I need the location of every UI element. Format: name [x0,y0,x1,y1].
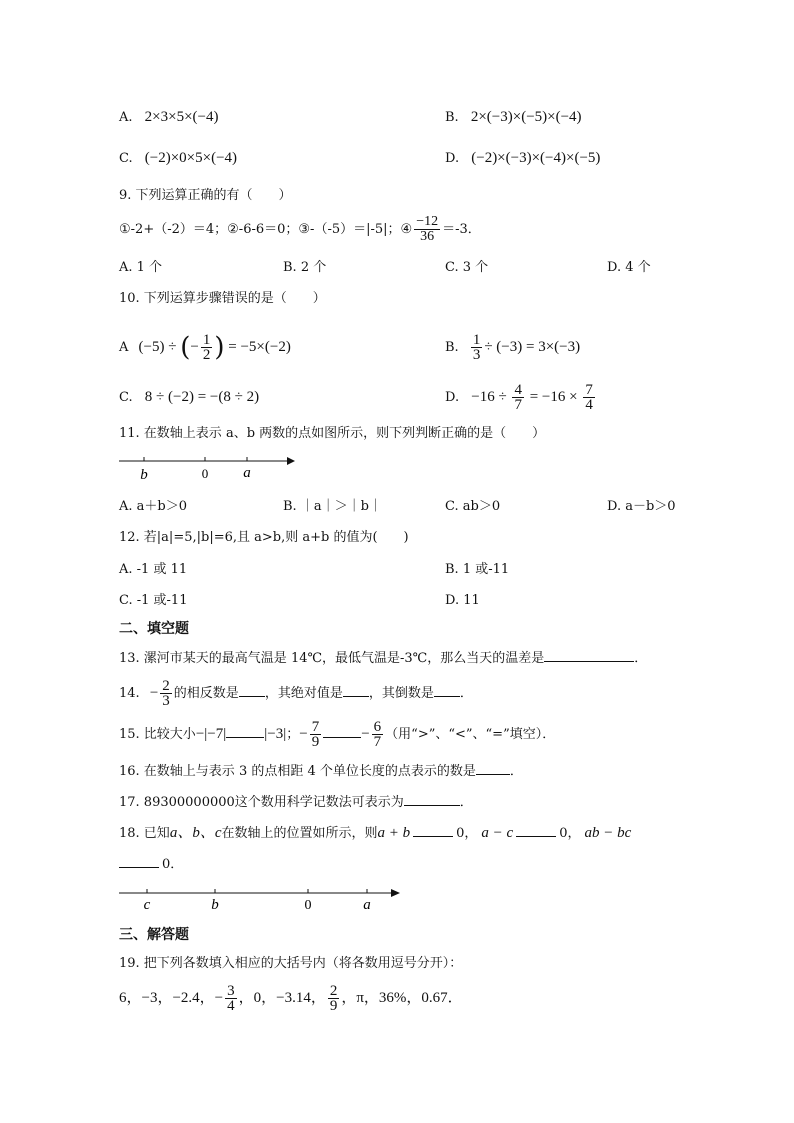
fraction [328,984,340,1013]
minus-sign: − [361,726,370,742]
q18-number-line [115,882,405,916]
fraction [310,720,322,749]
fraction-denominator: 7 [514,397,522,413]
q15 [119,714,555,755]
q19-numbers-3: ，π，36%，0.67． [341,990,463,1006]
section-heading-fill-in: 二、填空题 [119,621,189,637]
option-letter: B. [445,110,459,125]
q8-option-a[interactable] [119,108,219,127]
fraction-numerator: 4 [514,382,522,398]
label-c: c [143,897,151,913]
answer-blank[interactable] [343,684,369,697]
option-letter: A [119,340,129,355]
axis-arrow [391,889,400,897]
fraction [160,679,172,708]
minus-sign: − [299,726,308,742]
q11-option-c[interactable]: C. ab＞0 [445,499,501,514]
q9-statement-text: ①-2+（-2）＝4；②-6-6＝0；③-（-5）＝|-5|；④ [119,222,413,237]
fraction-denominator: 3 [162,693,170,709]
q10-option-b[interactable] [445,328,580,367]
q9-stem: 9. 下列运算正确的有（ ） [119,188,292,203]
fraction [225,984,237,1013]
q15-expr-1: −|−7| [195,726,227,742]
q12-option-a[interactable]: A. -1 或 11 [119,562,188,577]
fraction-numerator: 1 [202,332,211,348]
answer-blank[interactable] [516,824,556,837]
q19-stem: 19. 把下列各数填入相应的大括号内（将各数用逗号分开）： [119,956,463,971]
option-expression: ÷ (−3) = 3×(−3) [484,339,581,355]
fraction [414,215,440,244]
q11-option-b[interactable]: B. ｜a｜＞｜b｜ [283,499,382,514]
fraction [471,333,483,362]
q13 [119,649,647,668]
q18-expr-2: a − c [481,825,514,841]
option-expression: 2×3×5×(−4) [144,109,219,125]
label-b: b [140,467,148,483]
option-expression-end: = −5×(−2) [224,339,291,355]
q14-text-3: ，其倒数是 [368,686,434,701]
fraction-denominator: 36 [420,229,435,244]
answer-blank[interactable] [404,793,460,806]
option-letter: A. [119,110,133,125]
q12-option-b[interactable]: B. 1 或-11 [445,562,510,577]
q17 [119,793,473,812]
q18-pre: 18. 已知 [119,826,170,841]
q10-stem: 10. 下列运算步骤错误的是（ ） [119,291,326,306]
q10-option-c[interactable] [119,388,259,407]
q15-label: 15. 比较大小 [119,727,196,742]
option-letter: B. [445,340,459,355]
q17-end: ． [459,795,473,810]
fraction-numerator: 2 [329,983,338,1000]
fraction [372,720,384,749]
q18-mid: 在数轴上的位置如所示，则 [221,826,378,841]
answer-blank[interactable] [119,855,159,868]
q9-option-a[interactable]: A. 1 个 [119,260,163,275]
answer-blank[interactable] [434,684,460,697]
q17-text: 17. 89300000000这个数用科学记数法可表示为 [119,795,404,810]
fraction-numerator: 2 [162,678,170,694]
q18-zero-3: 0． [162,857,184,872]
q13-text: 13. 漯河市某天的最高气温是 14℃，最低气温是-3℃，那么当天的温差是 [119,651,545,666]
answer-blank[interactable] [226,725,264,738]
fraction-numerator: −12 [416,214,439,229]
q16 [119,762,523,781]
q9-statement [119,213,481,247]
label-a: a [243,465,251,481]
q9-statement-tail: ＝-3． [442,222,481,237]
label-a: a [363,897,371,913]
q11-stem: 11. 在数轴上表示 a、b 两数的点如图所示，则下列判断正确的是（ ） [119,426,546,441]
fraction-numerator: 7 [585,382,593,398]
option-expression: (−2)×0×5×(−4) [144,150,238,166]
answer-blank[interactable] [239,684,265,697]
q18-line-2 [119,855,183,874]
q16-text: 16. 在数轴上与表示 3 的点相距 4 个单位长度的点表示的数是 [119,764,476,779]
q11-option-a[interactable]: A. a＋b＞0 [119,499,187,514]
answer-blank[interactable] [476,762,510,775]
left-paren: ( [180,332,191,363]
option-expression: (−2)×(−3)×(−4)×(−5) [471,150,601,166]
q10-option-d[interactable] [445,378,597,417]
option-expression: 8 ÷ (−2) = −(8 ÷ 2) [144,389,260,405]
q9-option-b[interactable]: B. 2 个 [283,260,327,275]
q14 [119,673,473,714]
fraction-denominator: 2 [202,347,211,363]
q19-numbers-1: 6，−3，−2.4，− [119,990,224,1006]
answer-blank[interactable] [413,824,453,837]
q8-option-d[interactable] [445,149,600,168]
q16-end: ． [509,764,523,779]
option-expression-start: −16 ÷ [471,389,511,405]
right-paren: ) [214,332,225,363]
fraction-denominator: 9 [311,734,320,750]
fraction-denominator: 7 [373,734,382,750]
minus-sign: − [149,685,159,701]
q8-option-b[interactable] [445,108,582,127]
option-expression: 2×(−3)×(−5)×(−4) [470,109,582,125]
option-letter: D. [445,151,460,166]
fraction-numerator: 1 [472,332,481,348]
fraction [201,333,213,362]
fraction-denominator: 4 [227,998,235,1015]
option-expression-start: (−5) ÷ [138,339,181,355]
q14-end: ． [459,686,473,701]
fraction [512,383,524,412]
q15-separator: ； [286,727,300,742]
q9-option-c[interactable]: C. 3 个 [445,260,489,275]
q12-option-d[interactable]: D. 11 [445,593,480,608]
q10-option-a[interactable] [119,328,291,367]
fraction-denominator: 4 [585,397,593,413]
fraction-denominator: 9 [329,998,338,1015]
fraction [583,383,595,412]
fraction-numerator: 3 [227,983,235,1000]
q18-expr-1: a + b [377,825,411,841]
q14-number: 14. [119,686,140,701]
q11-number-line [115,450,300,484]
option-expression-mid: = −16 × [525,389,582,405]
q12-stem: 12. 若|a|=5,|b|=6,且 a>b,则 a+b 的值为( ) [119,530,409,545]
q9-option-d[interactable]: D. 4 个 [607,260,651,275]
label-b: b [211,897,219,913]
q8-option-c[interactable] [119,149,237,168]
option-letter: C. [119,390,133,405]
q15-tail: （用“>”、“<”、“=”填空）． [385,727,556,742]
q14-text-2: ，其绝对值是 [264,686,343,701]
q12-option-c[interactable]: C. -1 或-11 [119,593,188,608]
q19-numbers [119,978,463,1018]
minus-sign: − [190,339,199,355]
option-letter: C. [119,151,133,166]
q15-expr-2: |−3| [264,726,287,742]
q18-zero-1: 0， [456,826,478,841]
label-zero: 0 [304,898,312,913]
q18-expr-3: ab − bc [584,825,632,841]
q18-letters: a、b、c [169,825,222,841]
q19-numbers-2: ，0，−3.14， [238,990,326,1006]
fraction-denominator: 3 [472,347,481,363]
q18-line-1 [119,824,631,843]
section-heading-solutions: 三、解答题 [119,927,189,943]
answer-blank[interactable] [544,649,634,662]
fraction-numerator: 6 [373,719,382,735]
q18-zero-2: 0， [559,826,581,841]
answer-blank[interactable] [323,725,361,738]
option-letter: D. [445,390,460,405]
label-zero: 0 [201,466,209,481]
q13-end: ． [634,651,648,666]
q11-option-d[interactable]: D. a－b＞0 [607,499,676,514]
axis-arrow [287,457,295,465]
fraction-numerator: 7 [311,719,320,735]
q14-text-1: 的相反数是 [173,686,239,701]
